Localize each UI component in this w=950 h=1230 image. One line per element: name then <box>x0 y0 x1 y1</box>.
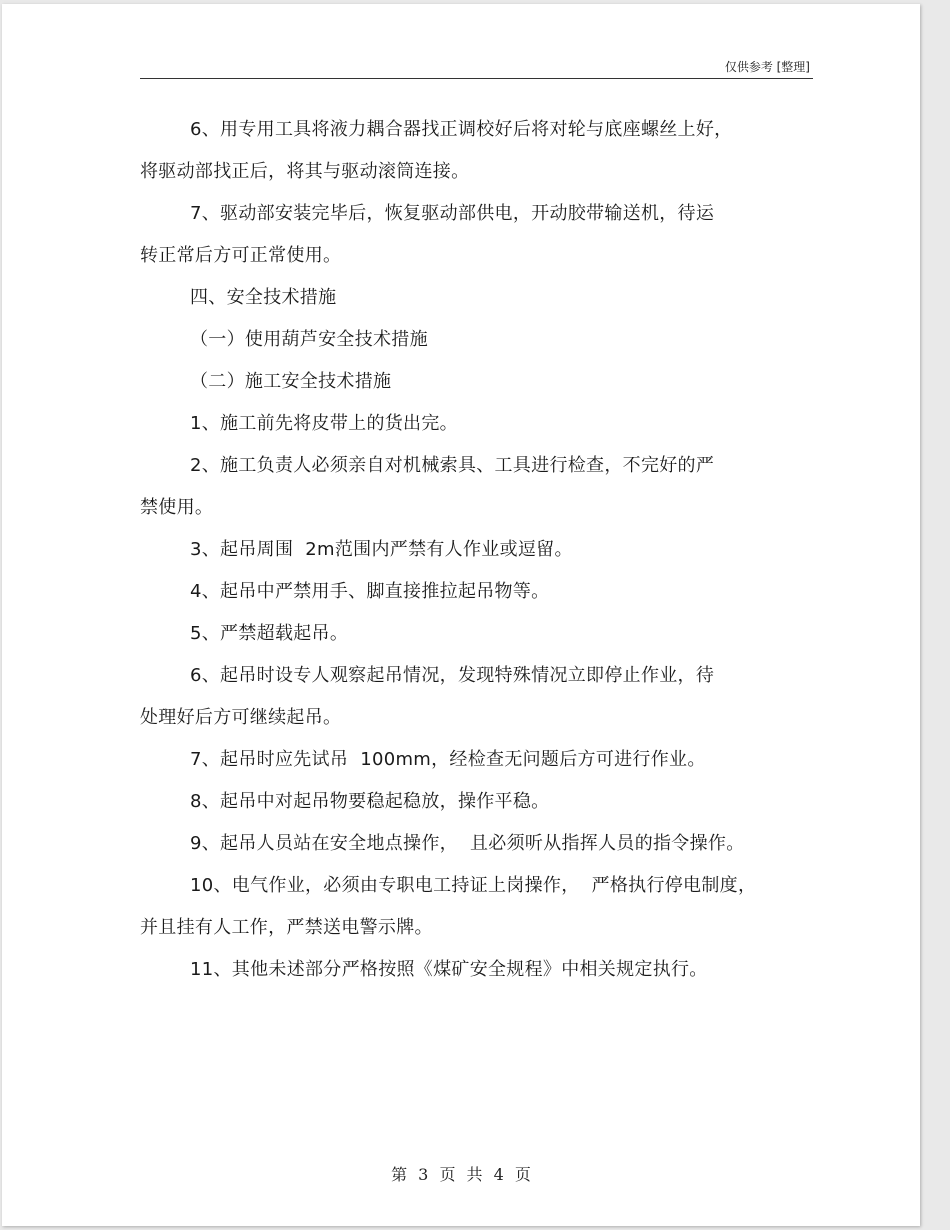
paragraph <box>140 193 805 277</box>
paragraph-line: 9、起吊人员站在安全地点操作， 且必须听从指挥人员的指令操作。 <box>190 833 745 854</box>
paragraph-line: （一）使用葫芦安全技术措施 <box>190 329 428 350</box>
paragraph <box>140 445 805 529</box>
paragraph <box>140 613 805 655</box>
paragraph <box>140 109 805 193</box>
paragraph-line: 3、起吊周围 2m范围内严禁有人作业或逗留。 <box>190 539 573 560</box>
paragraph-line: 6、起吊时设专人观察起吊情况，发现特殊情况立即停止作业，待 <box>190 665 715 686</box>
paragraph-line: 7、起吊时应先试吊 100mm，经检查无问题后方可进行作业。 <box>190 749 706 770</box>
paragraph <box>140 403 805 445</box>
page-number: 第 3 页 共 4 页 <box>391 1165 531 1184</box>
paragraph <box>140 823 805 865</box>
paragraph-line: 处理好后方可继续起吊。 <box>140 707 342 728</box>
paragraph-line: 6、用专用工具将液力耦合器找正调校好后将对轮与底座螺丝上好， <box>190 119 733 140</box>
document-page <box>2 4 920 1226</box>
paragraph-line: 7、驱动部安装完毕后，恢复驱动部供电，开动胶带输送机，待运 <box>190 203 715 224</box>
paragraph-line: （二）施工安全技术措施 <box>190 371 392 392</box>
paragraph-line: 10、电气作业，必须由专职电工持证上岗操作， 严格执行停电制度， <box>190 875 757 896</box>
paragraph <box>140 277 805 319</box>
paragraph-line: 8、起吊中对起吊物要稳起稳放，操作平稳。 <box>190 791 550 812</box>
paragraph-line: 四、安全技术措施 <box>190 287 337 308</box>
paragraph-line: 禁使用。 <box>140 497 214 518</box>
paragraph-line: 5、严禁超载起吊。 <box>190 623 349 644</box>
paragraph <box>140 781 805 823</box>
paragraph <box>140 319 805 361</box>
paragraph-line: 并且挂有人工作，严禁送电警示牌。 <box>140 917 433 938</box>
paragraph-line: 11、其他未述部分严格按照《煤矿安全规程》中相关规定执行。 <box>190 959 708 980</box>
paragraph <box>140 949 805 991</box>
document-body <box>140 109 805 991</box>
paragraph-line: 转正常后方可正常使用。 <box>140 245 342 266</box>
paragraph-line: 将驱动部找正后，将其与驱动滚筒连接。 <box>140 161 470 182</box>
paragraph <box>140 655 805 739</box>
paragraph-line: 1、施工前先将皮带上的货出完。 <box>190 413 458 434</box>
paragraph <box>140 529 805 571</box>
paragraph <box>140 361 805 403</box>
paragraph <box>140 739 805 781</box>
paragraph-line: 4、起吊中严禁用手、脚直接推拉起吊物等。 <box>190 581 550 602</box>
paragraph <box>140 865 805 949</box>
paragraph-line: 2、施工负责人必须亲自对机械索具、工具进行检查，不完好的严 <box>190 455 715 476</box>
paragraph <box>140 571 805 613</box>
header-note: 仅供参考 [整理] <box>724 60 810 74</box>
header-divider <box>140 78 813 79</box>
